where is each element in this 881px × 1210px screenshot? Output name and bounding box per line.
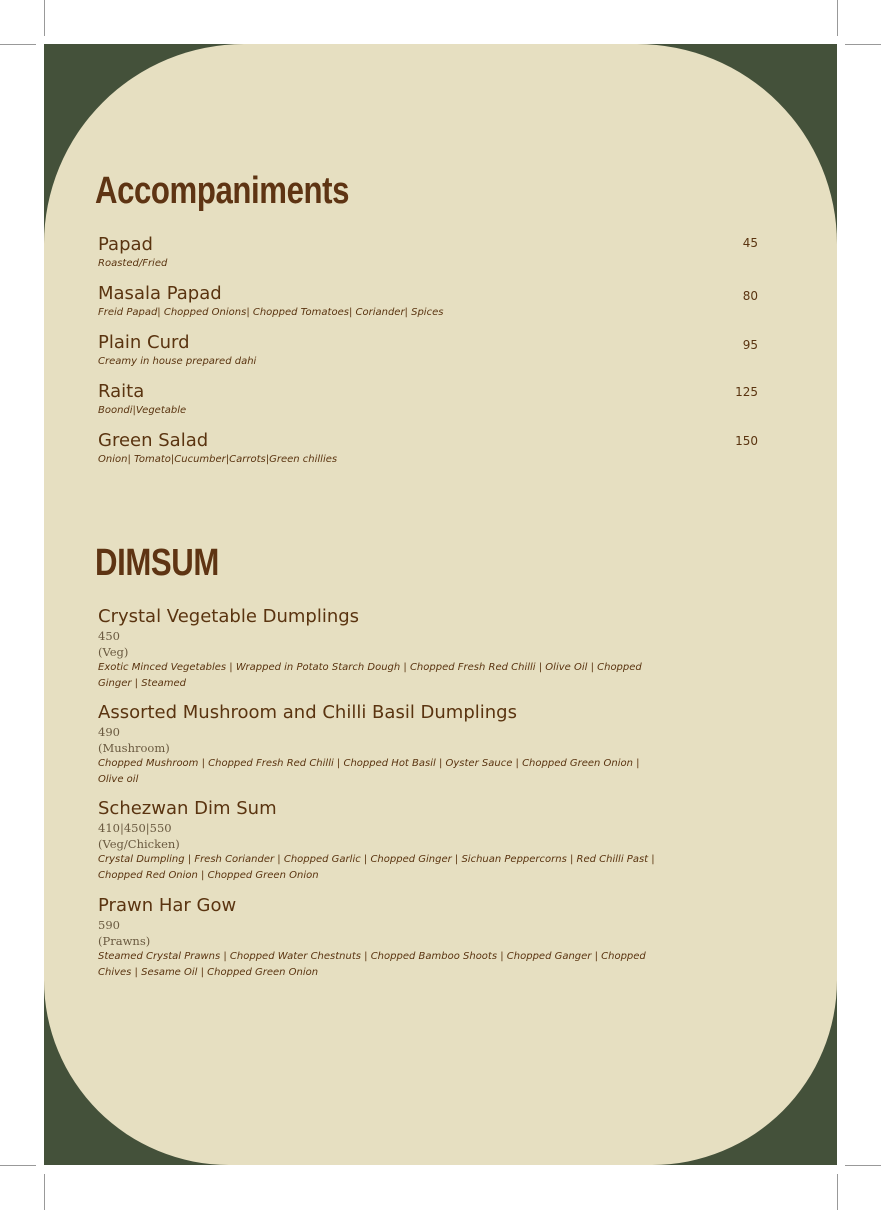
menu-item (98, 702, 658, 788)
menu-item (98, 895, 658, 981)
item-description: Roasted/Fried (98, 258, 168, 269)
menu-item (98, 430, 758, 468)
crop-mark (837, 1174, 838, 1210)
item-description: Onion| Tomato|Cucumber|Carrots|Green chillies (98, 454, 338, 465)
item-description: Steamed Crystal Prawns | Chopped Water Chestnuts | Chopped Bamboo Shoots | Chopped Ganger | Chopped Chives | Sesame Oil | Chopped Green Onion (98, 951, 646, 978)
item-price: 45 (742, 236, 758, 250)
item-description: Exotic Minced Vegetables | Wrapped in Potato Starch Dough | Chopped Fresh Red Chilli | Olive Oil | Chopped Ginger | Steamed (98, 662, 642, 689)
menu-item (98, 606, 658, 692)
item-price: 80 (742, 289, 758, 303)
menu-item (98, 234, 758, 272)
item-price: 490 (98, 725, 120, 739)
menu-item (98, 381, 758, 419)
item-tag: (Prawns) (98, 934, 151, 948)
crop-mark (0, 44, 36, 45)
item-description: Crystal Dumpling | Fresh Coriander | Chopped Garlic | Chopped Ginger | Sichuan Peppercorns | Red Chilli Past | Chopped Red Onion | Chopped Green Onion (98, 854, 655, 881)
item-name: Prawn Har Gow (98, 895, 237, 916)
item-price: 410|450|550 (98, 821, 172, 835)
item-name: Papad (98, 234, 153, 255)
item-name: Green Salad (98, 430, 209, 451)
item-price: 150 (735, 434, 758, 448)
item-name: Assorted Mushroom and Chilli Basil Dumplings (98, 702, 517, 723)
crop-mark (837, 0, 838, 36)
item-name: Masala Papad (98, 283, 222, 304)
menu-item (98, 798, 658, 884)
item-price: 590 (98, 918, 120, 932)
item-price: 125 (735, 385, 758, 399)
crop-mark (44, 1174, 45, 1210)
item-name: Raita (98, 381, 145, 402)
item-description: Boondi|Vegetable (98, 405, 187, 416)
item-description: Chopped Mushroom | Chopped Fresh Red Chilli | Chopped Hot Basil | Oyster Sauce | Chopped Green Onion | Olive oil (98, 758, 640, 785)
item-price: 450 (98, 629, 120, 643)
section-title-accompaniments: Accompaniments (95, 170, 349, 212)
crop-mark (0, 1165, 36, 1166)
crop-mark (44, 0, 45, 36)
item-price: 95 (742, 338, 758, 352)
item-name: Crystal Vegetable Dumplings (98, 606, 360, 627)
item-description: Freid Papad| Chopped Onions| Chopped Tomatoes| Coriander| Spices (98, 307, 444, 318)
item-description: Creamy in house prepared dahi (98, 356, 257, 367)
menu-item (98, 283, 758, 321)
item-name: Schezwan Dim Sum (98, 798, 277, 819)
item-name: Plain Curd (98, 332, 190, 353)
section-title-dimsum: DIMSUM (95, 542, 219, 584)
item-tag: (Mushroom) (98, 741, 170, 755)
crop-mark (845, 44, 881, 45)
item-tag: (Veg/Chicken) (98, 837, 180, 851)
crop-mark (845, 1165, 881, 1166)
item-tag: (Veg) (98, 645, 129, 659)
menu-item (98, 332, 758, 370)
